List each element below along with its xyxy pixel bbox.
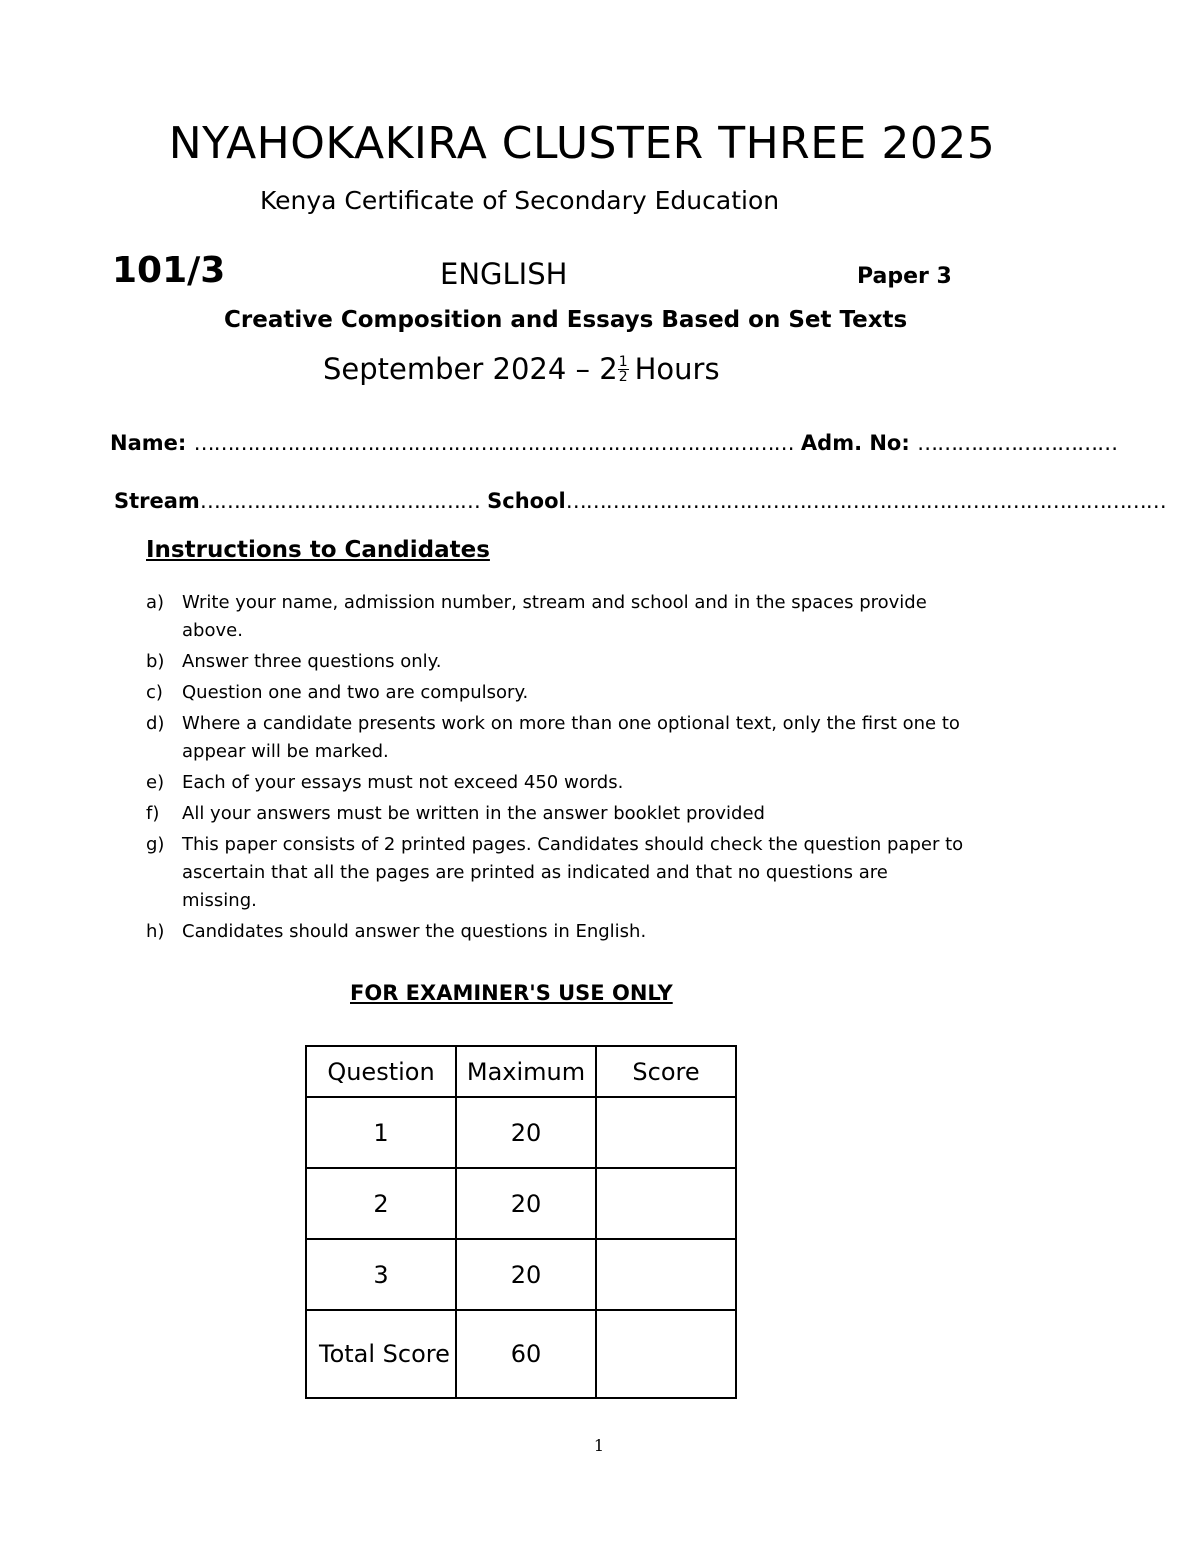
maximum-cell: 20 xyxy=(456,1239,596,1310)
exam-subtitle: Kenya Certificate of Secondary Education xyxy=(260,186,780,215)
column-header-score: Score xyxy=(596,1046,736,1097)
duration-fraction xyxy=(618,355,629,384)
table-row-total xyxy=(306,1310,736,1398)
score-cell[interactable] xyxy=(596,1097,736,1168)
paper-code: 101/3 xyxy=(112,250,226,291)
instructions-list xyxy=(146,589,966,949)
score-cell[interactable] xyxy=(596,1168,736,1239)
table-row xyxy=(306,1097,736,1168)
name-field[interactable]: ……………………………………………………………………………… xyxy=(193,431,794,455)
list-item: c) Question one and two are compulsory. xyxy=(146,682,529,703)
paper-section-title: Creative Composition and Essays Based on Set Texts xyxy=(224,307,908,333)
table-row xyxy=(306,1239,736,1310)
total-score-cell[interactable] xyxy=(596,1310,736,1398)
table-row xyxy=(306,1168,736,1239)
score-table xyxy=(305,1045,737,1399)
stream-school-row xyxy=(114,489,1166,513)
school-label: School xyxy=(487,489,566,513)
list-item: g) This paper consists of 2 printed pages. Candidates should check the question paper to ascertain that all the pages are printed as indicated and that no questions are missing. xyxy=(146,834,964,911)
fraction-denominator: 2 xyxy=(618,368,628,385)
column-header-maximum: Maximum xyxy=(456,1046,596,1097)
instructions-heading: Instructions to Candidates xyxy=(146,537,490,563)
list-item: a) Write your name, admission number, stream and school and in the spaces provide above. xyxy=(146,592,927,641)
column-header-question: Question xyxy=(306,1046,456,1097)
total-maximum-cell: 60 xyxy=(456,1310,596,1398)
page-number: 1 xyxy=(593,1436,605,1455)
date-prefix: September 2024 – 2 xyxy=(323,352,618,386)
date-suffix: Hours xyxy=(634,352,720,386)
stream-label: Stream xyxy=(114,489,200,513)
school-field[interactable]: ……………………………………………………………………………… xyxy=(565,489,1166,513)
question-cell: 2 xyxy=(306,1168,456,1239)
exam-date-duration xyxy=(323,352,720,386)
score-cell[interactable] xyxy=(596,1239,736,1310)
examiner-heading: FOR EXAMINER'S USE ONLY xyxy=(350,981,673,1005)
subject-name: ENGLISH xyxy=(440,257,568,291)
name-adm-row xyxy=(110,431,1117,455)
total-label-cell: Total Score xyxy=(306,1310,456,1398)
list-item: d) Where a candidate presents work on more than one optional text, only the first one to appear will be marked. xyxy=(146,713,960,762)
question-cell: 3 xyxy=(306,1239,456,1310)
maximum-cell: 20 xyxy=(456,1097,596,1168)
maximum-cell: 20 xyxy=(456,1168,596,1239)
adm-field[interactable]: ………………………… xyxy=(917,431,1118,455)
list-item: b) Answer three questions only. xyxy=(146,651,442,672)
list-item: f) All your answers must be written in the answer booklet provided xyxy=(146,803,765,824)
exam-title: NYAHOKAKIRA CLUSTER THREE 2025 xyxy=(168,118,996,169)
list-item: e) Each of your essays must not exceed 450 words. xyxy=(146,772,624,793)
table-header-row xyxy=(306,1046,736,1097)
stream-field[interactable]: …………………………………… xyxy=(199,489,480,513)
list-item: h) Candidates should answer the questions in English. xyxy=(146,921,647,942)
adm-label: Adm. No: xyxy=(800,431,910,455)
paper-number: Paper 3 xyxy=(857,264,952,289)
name-label: Name: xyxy=(110,431,187,455)
fraction-numerator: 1 xyxy=(618,353,628,370)
question-cell: 1 xyxy=(306,1097,456,1168)
